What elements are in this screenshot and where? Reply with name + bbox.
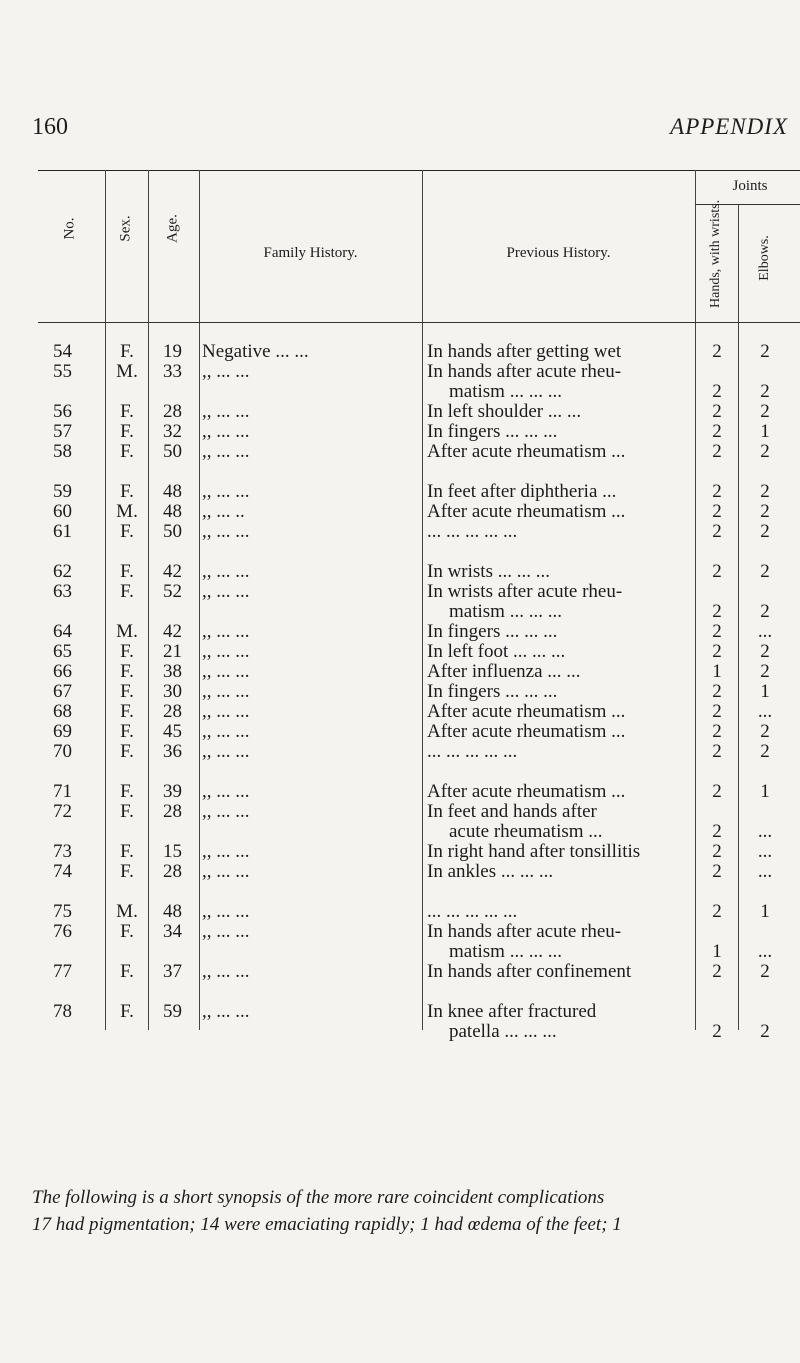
row-elbows: 2: [760, 501, 770, 522]
table-row: [0, 441, 800, 481]
row-age: 28: [163, 801, 182, 822]
row-previous-history: matism ... ... ...: [449, 941, 562, 962]
row-hands: 2: [712, 841, 722, 862]
row-family-history: ,, ... ..: [202, 501, 245, 522]
row-hands: 2: [712, 701, 722, 722]
row-age: 48: [163, 501, 182, 522]
row-age: 34: [163, 921, 182, 942]
footnote-line-2: 17 had pigmentation; 14 were emaciating rapidly; 1 had œdema of the feet; 1: [32, 1214, 622, 1235]
row-sex: F.: [120, 681, 134, 702]
row-no: 59: [53, 481, 72, 502]
table-top-rule: [38, 170, 800, 171]
row-previous-history: In right hand after tonsillitis: [427, 841, 641, 862]
row-age: 37: [163, 961, 182, 982]
row-no: 60: [53, 501, 72, 522]
row-family-history: ,, ... ...: [202, 641, 250, 662]
row-hands: 2: [712, 901, 722, 922]
row-previous-history: In feet and hands after: [427, 801, 597, 822]
row-no: 72: [53, 801, 72, 822]
row-family-history: ,, ... ...: [202, 521, 250, 542]
row-sex: F.: [120, 781, 134, 802]
row-hands: 2: [712, 1021, 722, 1042]
row-previous-history: ... ... ... ... ...: [427, 741, 518, 762]
row-elbows: 1: [760, 781, 770, 802]
row-previous-history: In hands after acute rheu-: [427, 921, 622, 942]
row-hands: 2: [712, 441, 722, 462]
row-sex: M.: [116, 621, 138, 642]
row-previous-history: In knee after fractured: [427, 1001, 597, 1022]
row-elbows: 2: [760, 381, 770, 402]
row-family-history: ,, ... ...: [202, 961, 250, 982]
row-no: 75: [53, 901, 72, 922]
row-previous-history: patella ... ... ...: [449, 1021, 557, 1042]
row-sex: M.: [116, 501, 138, 522]
page-header: [32, 114, 788, 146]
row-elbows: 2: [760, 401, 770, 422]
row-hands: 2: [712, 681, 722, 702]
row-age: 21: [163, 641, 182, 662]
row-no: 68: [53, 701, 72, 722]
row-no: 77: [53, 961, 72, 982]
row-hands: 2: [712, 641, 722, 662]
row-previous-history: After acute rheumatism ...: [427, 721, 626, 742]
page-number: 160: [32, 114, 68, 140]
row-age: 30: [163, 681, 182, 702]
row-previous-history: In ankles ... ... ...: [427, 861, 554, 882]
row-elbows: 2: [760, 481, 770, 502]
row-hands: 2: [712, 961, 722, 982]
row-no: 57: [53, 421, 72, 442]
row-previous-history: acute rheumatism ...: [449, 821, 603, 842]
row-elbows: 1: [760, 901, 770, 922]
row-family-history: ,, ... ...: [202, 481, 250, 502]
row-no: 69: [53, 721, 72, 742]
row-hands: 2: [712, 721, 722, 742]
row-age: 42: [163, 621, 182, 642]
row-sex: F.: [120, 701, 134, 722]
row-hands: 2: [712, 381, 722, 402]
row-sex: F.: [120, 721, 134, 742]
row-elbows: 2: [760, 601, 770, 622]
row-family-history: ,, ... ...: [202, 901, 250, 922]
row-age: 39: [163, 781, 182, 802]
row-previous-history: In wrists ... ... ...: [427, 561, 550, 582]
row-family-history: ,, ... ...: [202, 681, 250, 702]
table-row: [0, 921, 800, 961]
row-hands: 2: [712, 601, 722, 622]
row-no: 54: [53, 341, 72, 362]
row-sex: F.: [120, 921, 134, 942]
row-sex: F.: [120, 861, 134, 882]
row-elbows: 2: [760, 521, 770, 542]
row-previous-history: In hands after acute rheu-: [427, 361, 622, 382]
row-family-history: ,, ... ...: [202, 441, 250, 462]
row-sex: M.: [116, 361, 138, 382]
row-elbows: ...: [757, 701, 773, 722]
row-no: 70: [53, 741, 72, 762]
row-previous-history: ... ... ... ... ...: [427, 901, 518, 922]
row-elbows: 2: [760, 721, 770, 742]
row-hands: 2: [712, 741, 722, 762]
row-age: 48: [163, 901, 182, 922]
row-hands: 2: [712, 421, 722, 442]
row-sex: F.: [120, 421, 134, 442]
table-row: [0, 801, 800, 841]
row-family-history: ,, ... ...: [202, 861, 250, 882]
row-elbows: 2: [760, 661, 770, 682]
row-hands: 2: [712, 561, 722, 582]
row-no: 67: [53, 681, 72, 702]
table-row: [0, 361, 800, 401]
row-elbows: 2: [760, 341, 770, 362]
table-row: [0, 581, 800, 621]
row-previous-history: In hands after confinement: [427, 961, 632, 982]
row-sex: F.: [120, 521, 134, 542]
row-age: 28: [163, 701, 182, 722]
row-previous-history: matism ... ... ...: [449, 381, 562, 402]
table-row: [0, 1001, 800, 1041]
row-elbows: 2: [760, 741, 770, 762]
row-elbows: ...: [757, 941, 773, 962]
row-sex: F.: [120, 441, 134, 462]
header-previous-history: Previous History.: [506, 245, 611, 261]
row-hands: 2: [712, 481, 722, 502]
row-elbows: 2: [760, 561, 770, 582]
row-hands: 2: [712, 861, 722, 882]
case-table: [0, 170, 800, 1145]
row-elbows: 2: [760, 961, 770, 982]
row-no: 62: [53, 561, 72, 582]
row-age: 38: [163, 661, 182, 682]
row-age: 15: [163, 841, 182, 862]
header-no: No.: [61, 217, 78, 240]
row-family-history: ,, ... ...: [202, 661, 250, 682]
header-age: Age.: [164, 214, 181, 243]
row-hands: 2: [712, 821, 722, 842]
header-bottom-rule: [38, 322, 800, 323]
table-row: [0, 741, 800, 781]
row-sex: F.: [120, 961, 134, 982]
row-previous-history: After influenza ... ...: [427, 661, 581, 682]
table-row: [0, 861, 800, 901]
table-row: [0, 961, 800, 1001]
row-no: 56: [53, 401, 72, 422]
row-age: 19: [163, 341, 182, 362]
footnote-line-1: The following is a short synopsis of the more rare coincident complications: [32, 1187, 605, 1208]
row-elbows: ...: [757, 821, 773, 842]
row-previous-history: ... ... ... ... ...: [427, 521, 518, 542]
row-no: 64: [53, 621, 72, 642]
row-age: 50: [163, 521, 182, 542]
row-no: 63: [53, 581, 72, 602]
header-sex: Sex.: [117, 215, 134, 242]
row-family-history: ,, ... ...: [202, 581, 250, 602]
row-family-history: ,, ... ...: [202, 401, 250, 422]
row-family-history: ,, ... ...: [202, 701, 250, 722]
row-no: 74: [53, 861, 72, 882]
row-age: 59: [163, 1001, 182, 1022]
row-no: 58: [53, 441, 72, 462]
row-elbows: 2: [760, 1021, 770, 1042]
row-sex: F.: [120, 341, 134, 362]
row-no: 76: [53, 921, 72, 942]
row-previous-history: In wrists after acute rheu-: [427, 581, 623, 602]
row-sex: F.: [120, 841, 134, 862]
row-no: 78: [53, 1001, 72, 1022]
row-elbows: ...: [757, 861, 773, 882]
row-family-history: ,, ... ...: [202, 841, 250, 862]
row-hands: 2: [712, 621, 722, 642]
row-sex: F.: [120, 481, 134, 502]
row-age: 50: [163, 441, 182, 462]
row-family-history: ,, ... ...: [202, 741, 250, 762]
row-previous-history: After acute rheumatism ...: [427, 501, 626, 522]
row-previous-history: In fingers ... ... ...: [427, 421, 558, 442]
row-hands: 2: [712, 781, 722, 802]
running-title: APPENDIX: [670, 114, 788, 139]
row-hands: 2: [712, 501, 722, 522]
header-joints: Joints: [732, 178, 768, 194]
row-family-history: ,, ... ...: [202, 561, 250, 582]
row-previous-history: After acute rheumatism ...: [427, 701, 626, 722]
row-family-history: ,, ... ...: [202, 801, 250, 822]
row-hands: 2: [712, 521, 722, 542]
row-family-history: ,, ... ...: [202, 621, 250, 642]
row-family-history: ,, ... ...: [202, 361, 250, 382]
row-elbows: 2: [760, 641, 770, 662]
row-hands: 1: [712, 941, 722, 962]
row-no: 71: [53, 781, 72, 802]
row-elbows: 1: [760, 681, 770, 702]
row-sex: F.: [120, 641, 134, 662]
row-sex: F.: [120, 1001, 134, 1022]
row-hands: 2: [712, 341, 722, 362]
row-age: 52: [163, 581, 182, 602]
row-age: 28: [163, 861, 182, 882]
row-previous-history: In left foot ... ... ...: [427, 641, 566, 662]
row-previous-history: After acute rheumatism ...: [427, 781, 626, 802]
row-family-history: ,, ... ...: [202, 421, 250, 442]
row-family-history: ,, ... ...: [202, 1001, 250, 1022]
row-elbows: ...: [757, 841, 773, 862]
row-previous-history: In left shoulder ... ...: [427, 401, 582, 422]
table-row: [0, 521, 800, 561]
row-previous-history: In hands after getting wet: [427, 341, 622, 362]
row-family-history: Negative ... ...: [202, 341, 309, 362]
row-previous-history: In feet after diphtheria ...: [427, 481, 617, 502]
row-previous-history: In fingers ... ... ...: [427, 681, 558, 702]
row-sex: F.: [120, 801, 134, 822]
row-age: 28: [163, 401, 182, 422]
row-sex: F.: [120, 741, 134, 762]
row-hands: 2: [712, 401, 722, 422]
header-elbows: Elbows.: [757, 235, 772, 281]
row-sex: F.: [120, 561, 134, 582]
row-no: 66: [53, 661, 72, 682]
row-elbows: ...: [757, 621, 773, 642]
row-age: 48: [163, 481, 182, 502]
row-elbows: 2: [760, 441, 770, 462]
header-hands: Hands, with wrists.: [708, 199, 723, 308]
row-no: 61: [53, 521, 72, 542]
row-previous-history: After acute rheumatism ...: [427, 441, 626, 462]
row-sex: F.: [120, 401, 134, 422]
row-elbows: 1: [760, 421, 770, 442]
row-no: 73: [53, 841, 72, 862]
row-previous-history: matism ... ... ...: [449, 601, 562, 622]
row-previous-history: In fingers ... ... ...: [427, 621, 558, 642]
row-family-history: ,, ... ...: [202, 721, 250, 742]
row-family-history: ,, ... ...: [202, 781, 250, 802]
row-family-history: ,, ... ...: [202, 921, 250, 942]
row-age: 36: [163, 741, 182, 762]
row-age: 32: [163, 421, 182, 442]
row-age: 33: [163, 361, 182, 382]
header-family-history: Family History.: [263, 245, 358, 261]
row-hands: 1: [712, 661, 722, 682]
row-sex: F.: [120, 581, 134, 602]
row-no: 65: [53, 641, 72, 662]
row-sex: F.: [120, 661, 134, 682]
row-no: 55: [53, 361, 72, 382]
row-sex: M.: [116, 901, 138, 922]
row-age: 42: [163, 561, 182, 582]
row-age: 45: [163, 721, 182, 742]
